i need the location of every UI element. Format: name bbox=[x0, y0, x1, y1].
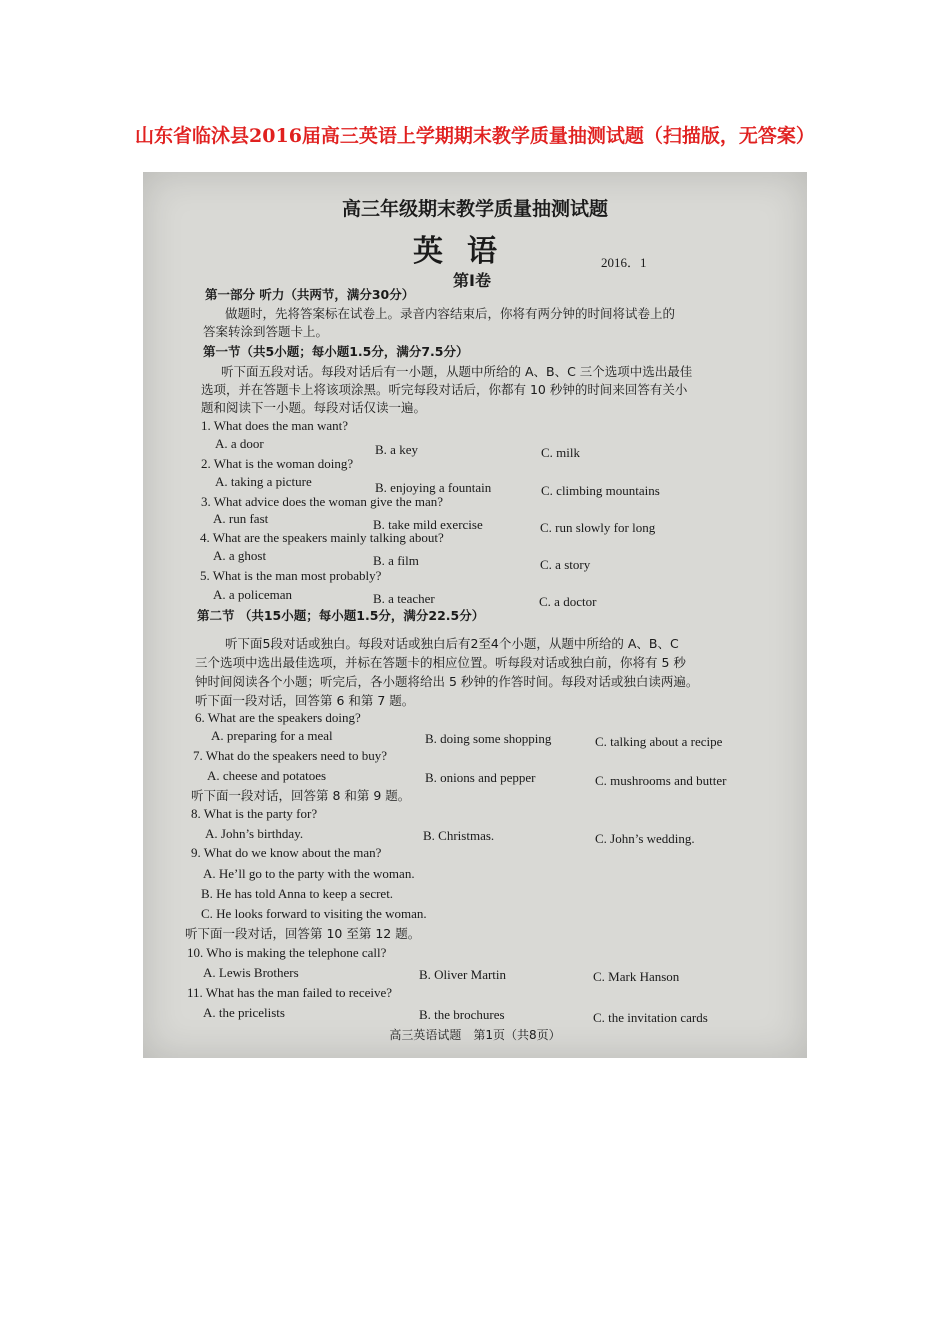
option-a: A. a policeman bbox=[213, 587, 293, 602]
section2-instruction: 三个选项中选出最佳选项，并标在答题卡的相应位置。听每段对话或独白前，你将有 5 秒 bbox=[195, 655, 686, 670]
option-b: B. onions and pepper bbox=[425, 770, 536, 785]
option-c: C. John’s wedding. bbox=[595, 831, 695, 846]
page-footer: 高三英语试题 第1页（共8页） bbox=[389, 1028, 561, 1042]
option-b: B. doing some shopping bbox=[425, 731, 552, 746]
option-c: C. mushrooms and butter bbox=[595, 773, 727, 788]
option-c: C. talking about a recipe bbox=[595, 734, 723, 749]
exam-date: 2016．1 bbox=[601, 255, 647, 270]
question: 10. Who is making the telephone call? bbox=[187, 945, 387, 960]
section2-heading: 第二节 （共15小题；每小题1.5分，满分22.5分） bbox=[197, 608, 485, 623]
option-a: A. the pricelists bbox=[203, 1005, 285, 1020]
part1-heading: 第一部分 听力（共两节，满分30分） bbox=[205, 287, 415, 302]
listen-instruction: 听下面一段对话，回答第 10 至第 12 题。 bbox=[185, 926, 421, 941]
scanned-exam-page bbox=[143, 172, 807, 1058]
option-c: C. Mark Hanson bbox=[593, 969, 680, 984]
section1-instruction: 题和阅读下一小题。每段对话仅读一遍。 bbox=[201, 400, 427, 415]
question: 1. What does the man want? bbox=[201, 418, 349, 433]
part1-instruction: 答案转涂到答题卡上。 bbox=[203, 324, 329, 339]
option-b: B. the brochures bbox=[419, 1007, 505, 1022]
option-a: A. taking a picture bbox=[215, 474, 312, 489]
question: 3. What advice does the woman give the man? bbox=[201, 494, 443, 509]
section1-instruction: 听下面五段对话。每段对话后有一小题，从题中所给的 A、B、C 三个选项中选出最佳 bbox=[221, 364, 693, 379]
option-b: B. Christmas. bbox=[423, 828, 495, 843]
listen-instruction: 听下面一段对话，回答第 8 和第 9 题。 bbox=[191, 788, 411, 803]
question: 6. What are the speakers doing? bbox=[195, 710, 361, 725]
section1-heading: 第一节（共5小题；每小题1.5分，满分7.5分） bbox=[203, 344, 469, 359]
option-a: A. run fast bbox=[213, 511, 269, 526]
option-a: A. a ghost bbox=[213, 548, 267, 563]
option-b: B. a key bbox=[375, 442, 418, 457]
section2-instruction: 钟时间阅读各个小题；听完后，各小题将给出 5 秒钟的作答时间。每段对话或独白读两遍。 bbox=[195, 674, 699, 689]
listen-instruction: 听下面一段对话，回答第 6 和第 7 题。 bbox=[195, 693, 415, 708]
exam-volume: 第Ⅰ卷 bbox=[453, 271, 491, 290]
question: 4. What are the speakers mainly talking about? bbox=[200, 530, 444, 545]
option-a: A. cheese and potatoes bbox=[207, 768, 327, 783]
section1-instruction: 选项，并在答题卡上将该项涂黑。听完每段对话后，你都有 10 秒钟的时间来回答有关小 bbox=[201, 382, 688, 397]
question: 8. What is the party for? bbox=[191, 806, 318, 821]
option-a: A. preparing for a meal bbox=[211, 728, 333, 743]
option-a: A. John’s birthday. bbox=[205, 826, 304, 841]
section2-instruction: 听下面5段对话或独白。每段对话或独白后有2至4个小题，从题中所给的 A、B、C bbox=[225, 636, 679, 651]
option-b: B. a teacher bbox=[373, 591, 435, 606]
option-c: C. climbing mountains bbox=[541, 483, 660, 498]
part1-instruction: 做题时，先将答案标在试卷上。录音内容结束后，你将有两分钟的时间将试卷上的 bbox=[225, 306, 676, 321]
option-c: C. a doctor bbox=[539, 594, 597, 609]
option-b: B. enjoying a fountain bbox=[375, 480, 492, 495]
option-c: C. milk bbox=[541, 445, 581, 460]
option-b: B. He has told Anna to keep a secret. bbox=[201, 886, 394, 901]
option-c: C. He looks forward to visiting the woman. bbox=[201, 906, 427, 921]
option-a: A. a door bbox=[215, 436, 264, 451]
option-a: A. He’ll go to the party with the woman. bbox=[203, 866, 415, 881]
exam-subject: 英语 bbox=[413, 234, 521, 269]
option-c: C. run slowly for long bbox=[540, 520, 656, 535]
option-a: A. Lewis Brothers bbox=[203, 965, 299, 980]
question: 9. What do we know about the man? bbox=[191, 845, 382, 860]
option-c: C. the invitation cards bbox=[593, 1010, 708, 1025]
option-b: B. a film bbox=[373, 553, 419, 568]
question: 5. What is the man most probably? bbox=[200, 568, 382, 583]
option-b: B. Oliver Martin bbox=[419, 967, 507, 982]
question: 7. What do the speakers need to buy? bbox=[193, 748, 387, 763]
document-title: 山东省临沭县2016届高三英语上学期期末教学质量抽测试题（扫描版，无答案） bbox=[135, 125, 815, 147]
question: 11. What has the man failed to receive? bbox=[187, 985, 393, 1000]
exam-title: 高三年级期末教学质量抽测试题 bbox=[341, 198, 608, 220]
option-c: C. a story bbox=[540, 557, 591, 572]
question: 2. What is the woman doing? bbox=[201, 456, 354, 471]
option-b: B. take mild exercise bbox=[373, 517, 483, 532]
